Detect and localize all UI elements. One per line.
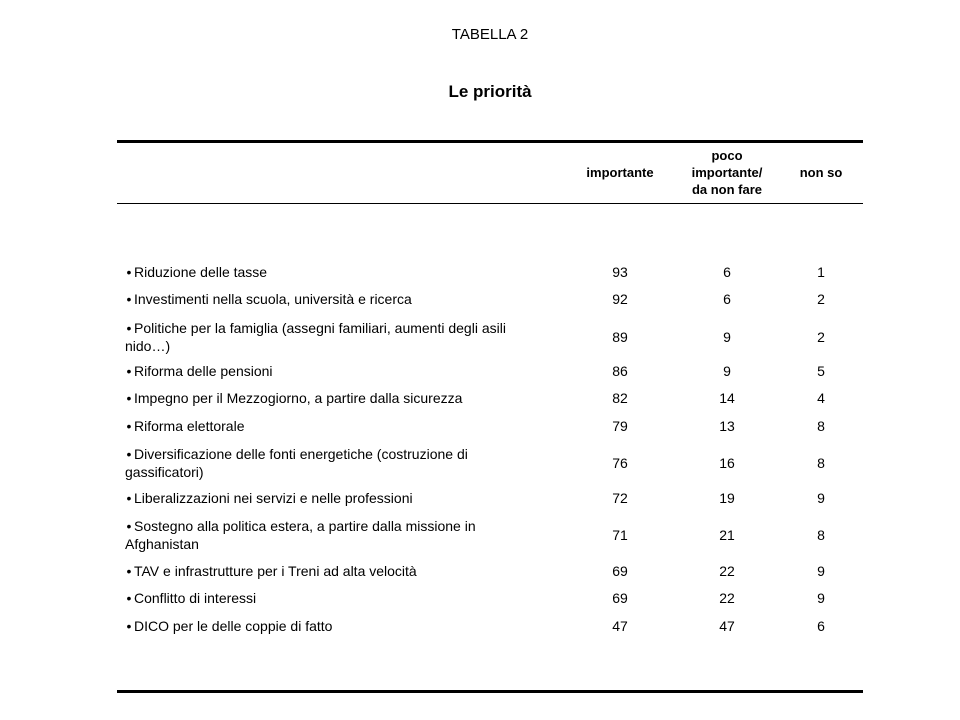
cell-importante: 92 [612, 291, 628, 307]
bullet-icon: • [126, 490, 132, 506]
header-rule [117, 203, 863, 204]
row-label-text: Riduzione delle tasse [134, 264, 268, 280]
cell-poco-importante: 19 [719, 490, 735, 506]
bullet-icon: • [126, 264, 132, 280]
row-label [125, 517, 545, 553]
table-row [117, 515, 863, 555]
row-label [125, 562, 545, 580]
cell-importante: 76 [612, 455, 628, 471]
cell-non-so: 5 [817, 363, 825, 379]
cell-poco-importante: 6 [723, 264, 731, 280]
cell-non-so: 9 [817, 490, 825, 506]
table-row [117, 614, 863, 638]
cell-poco-importante: 9 [723, 363, 731, 379]
table-row [117, 260, 863, 284]
bullet-icon: • [126, 563, 132, 579]
row-label-text: DICO per le delle coppie di fatto [134, 618, 333, 634]
table-number: TABELLA 2 [451, 26, 529, 43]
cell-importante: 69 [612, 590, 628, 606]
cell-importante: 79 [612, 418, 628, 434]
table-row [117, 414, 863, 438]
cell-importante: 72 [612, 490, 628, 506]
row-label [125, 589, 545, 607]
row-label [125, 417, 545, 435]
row-label-text: Riforma delle pensioni [134, 363, 273, 379]
table-row [117, 486, 863, 510]
row-label-text: Politiche per la famiglia (assegni familiari, aumenti degli asili nido…) [125, 320, 506, 354]
row-label-text: Diversificazione delle fonti energetiche (costruzione di gassificatori) [125, 446, 468, 480]
row-label [125, 389, 545, 407]
cell-importante: 89 [612, 329, 628, 345]
table-title: Le priorità [448, 82, 532, 101]
row-label-text: Liberalizzazioni nei servizi e nelle professioni [134, 490, 413, 506]
cell-poco-importante: 21 [719, 527, 735, 543]
cell-non-so: 2 [817, 329, 825, 345]
bullet-icon: • [126, 518, 132, 534]
table-row [117, 359, 863, 383]
cell-non-so: 8 [817, 527, 825, 543]
row-label [125, 319, 545, 355]
cell-non-so: 6 [817, 618, 825, 634]
cell-non-so: 9 [817, 590, 825, 606]
cell-non-so: 8 [817, 418, 825, 434]
row-label [125, 290, 545, 308]
row-label-text: Impegno per il Mezzogiorno, a partire dalla sicurezza [134, 390, 463, 406]
bullet-icon: • [126, 390, 132, 406]
row-label [125, 445, 545, 481]
column-header-line: non so [799, 165, 843, 180]
column-header-poco-importante [692, 147, 763, 198]
cell-poco-importante: 22 [719, 563, 735, 579]
table-row [117, 287, 863, 311]
bullet-icon: • [126, 446, 132, 462]
cell-importante: 69 [612, 563, 628, 579]
row-label-text: Sostegno alla politica estera, a partire dalla missione in Afghanistan [125, 518, 476, 552]
cell-poco-importante: 13 [719, 418, 735, 434]
cell-poco-importante: 16 [719, 455, 735, 471]
bullet-icon: • [126, 320, 132, 336]
row-label-text: Conflitto di interessi [134, 590, 257, 606]
bullet-icon: • [126, 363, 132, 379]
cell-poco-importante: 47 [719, 618, 735, 634]
bullet-icon: • [126, 291, 132, 307]
row-label-text: TAV e infrastrutture per i Treni ad alta velocità [134, 563, 417, 579]
table-row [117, 559, 863, 583]
column-header-non-so [800, 164, 843, 181]
row-label [125, 489, 545, 507]
cell-importante: 93 [612, 264, 628, 280]
cell-non-so: 8 [817, 455, 825, 471]
cell-importante: 82 [612, 390, 628, 406]
bullet-icon: • [126, 418, 132, 434]
table-row [117, 443, 863, 483]
cell-importante: 71 [612, 527, 628, 543]
row-label [125, 362, 545, 380]
row-label-text: Investimenti nella scuola, università e ricerca [134, 291, 412, 307]
row-label [125, 617, 545, 635]
bullet-icon: • [126, 618, 132, 634]
cell-non-so: 4 [817, 390, 825, 406]
column-header-importante [586, 164, 653, 181]
table-row [117, 317, 863, 357]
cell-non-so: 2 [817, 291, 825, 307]
cell-importante: 47 [612, 618, 628, 634]
cell-importante: 86 [612, 363, 628, 379]
bottom-rule [117, 690, 863, 693]
column-header-line: poco [711, 148, 743, 163]
cell-poco-importante: 9 [723, 329, 731, 345]
row-label-text: Riforma elettorale [134, 418, 245, 434]
top-rule [117, 140, 863, 143]
column-header-line: da non fare [691, 182, 763, 197]
cell-poco-importante: 14 [719, 390, 735, 406]
table-row [117, 586, 863, 610]
table-row [117, 386, 863, 410]
cell-non-so: 1 [817, 264, 825, 280]
cell-non-so: 9 [817, 563, 825, 579]
column-header-line: importante/ [691, 165, 763, 180]
cell-poco-importante: 22 [719, 590, 735, 606]
column-header-line: importante [586, 165, 654, 180]
cell-poco-importante: 6 [723, 291, 731, 307]
row-label [125, 263, 545, 281]
bullet-icon: • [126, 590, 132, 606]
